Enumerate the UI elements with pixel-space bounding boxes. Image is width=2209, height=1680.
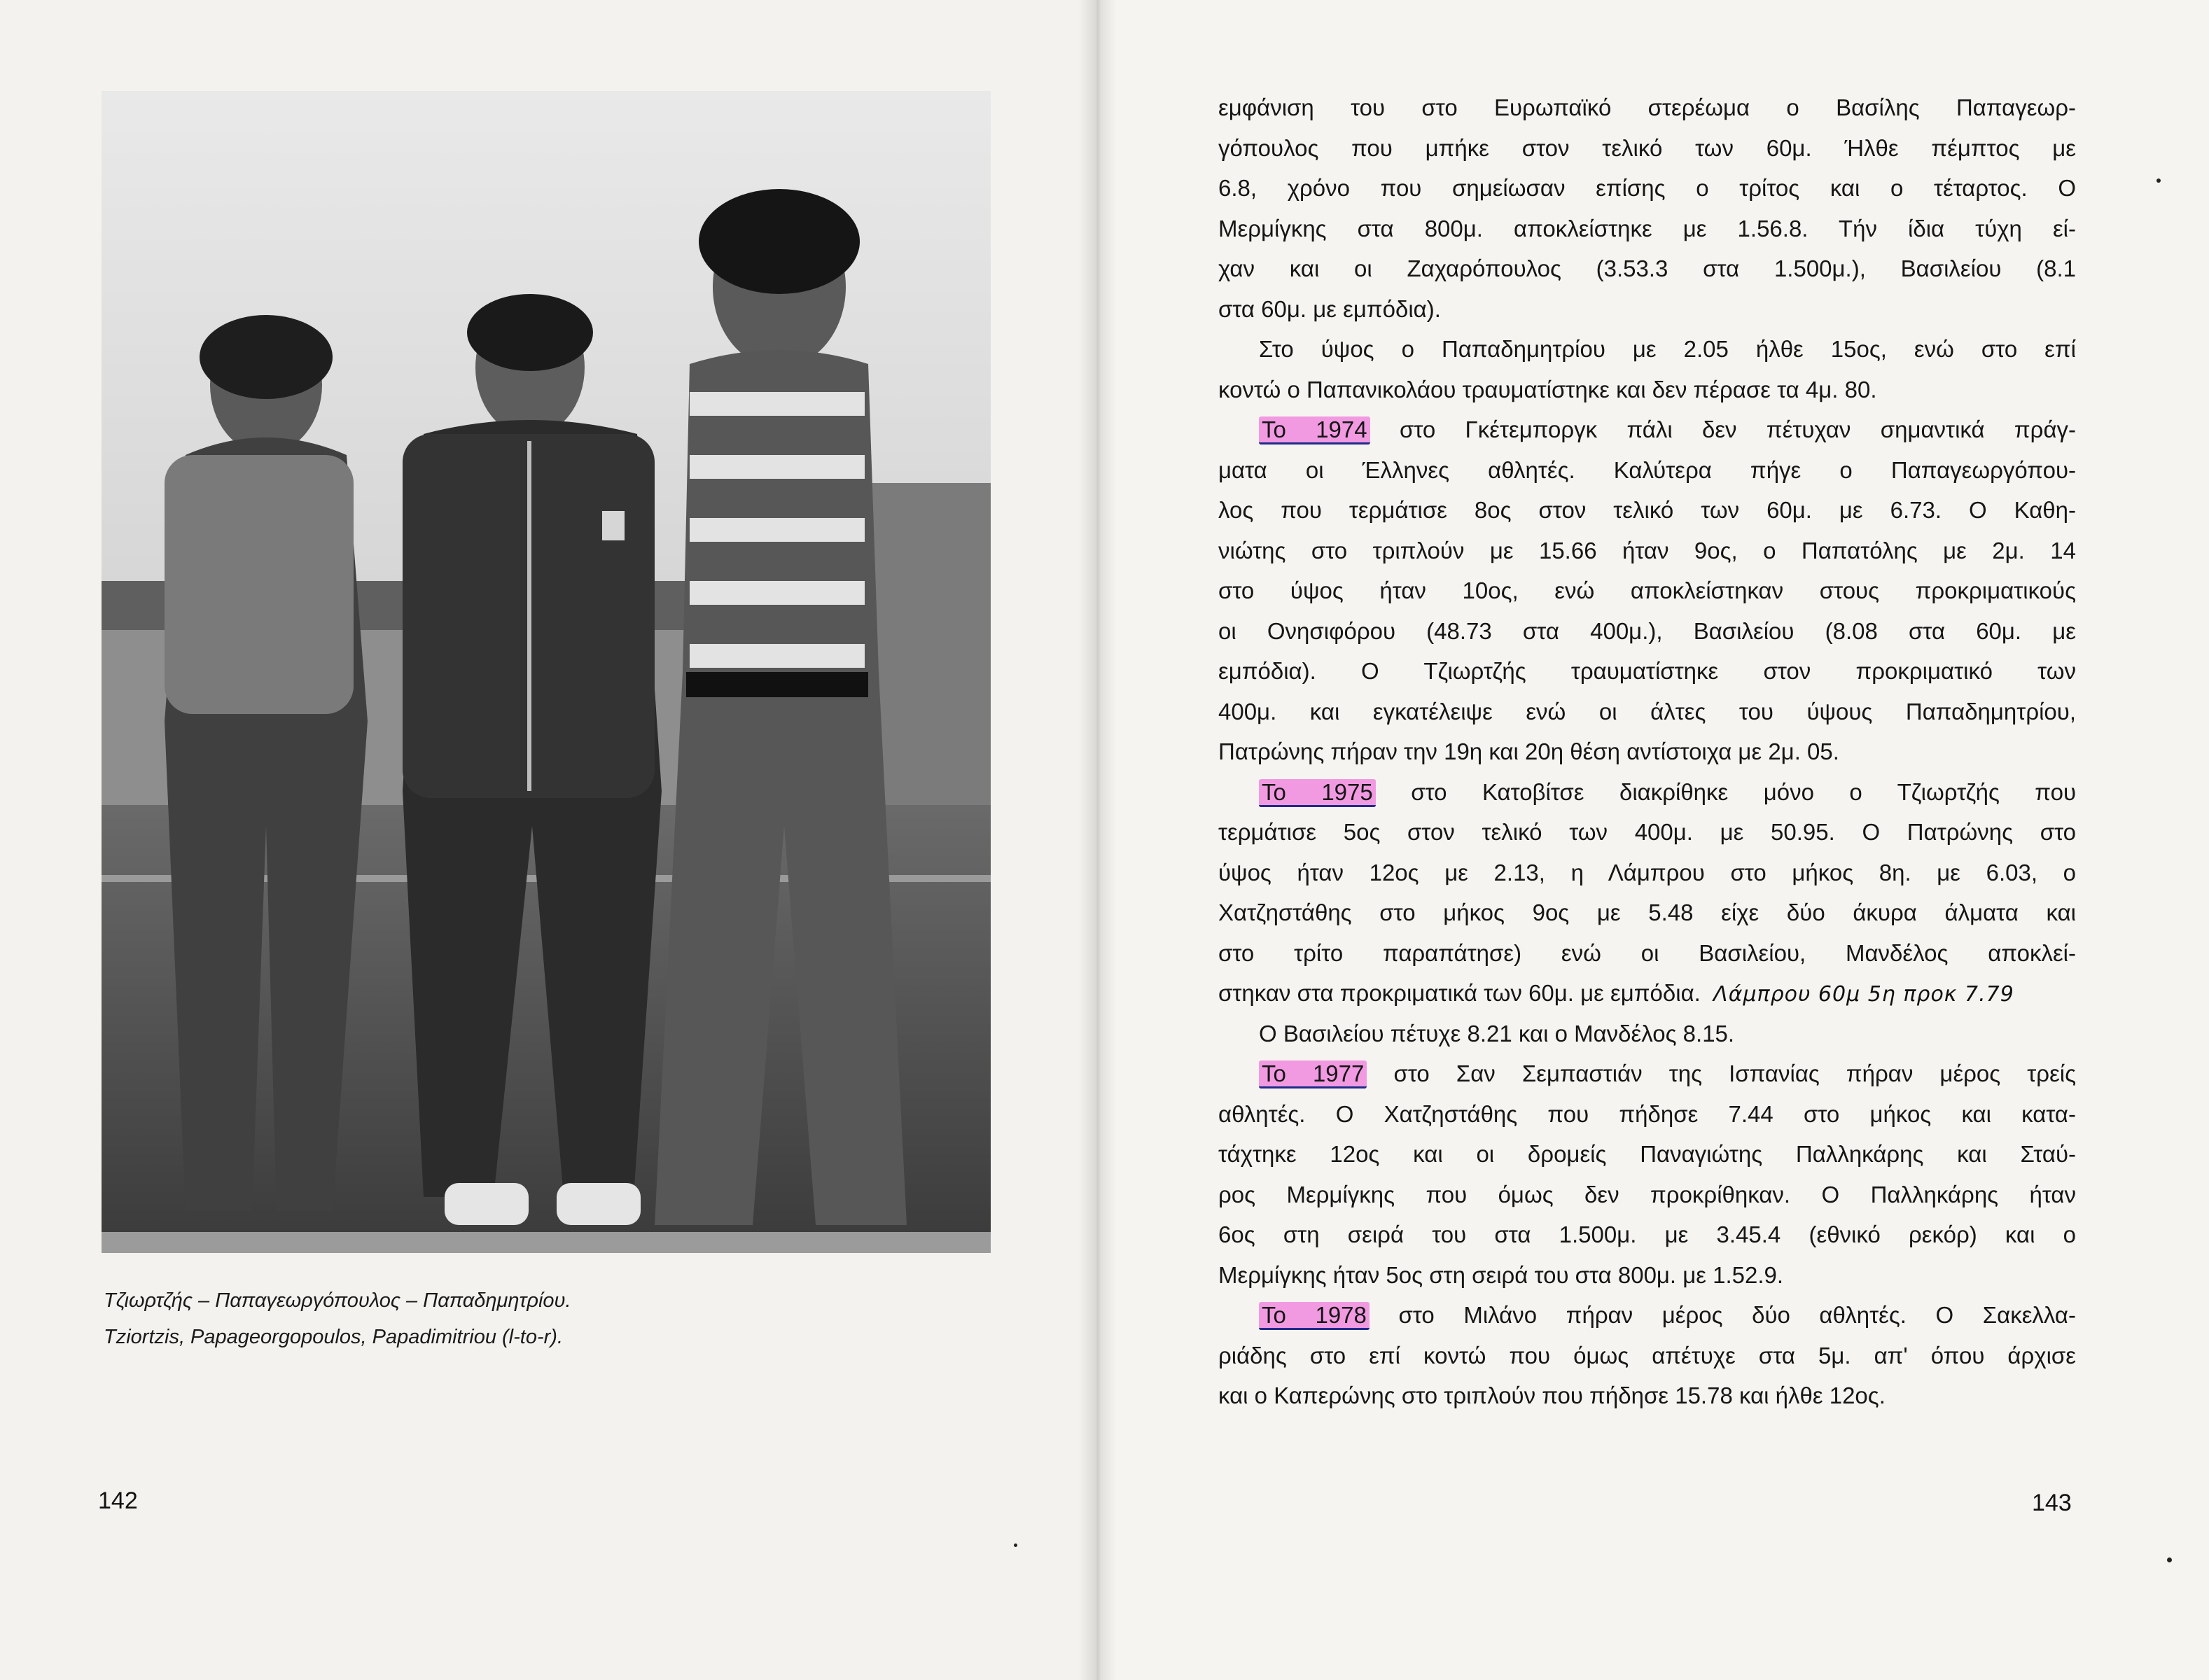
highlight-1974: Το 1974 — [1259, 416, 1370, 444]
text-line: ρος Μερμίγκης που όμως δεν προκρίθηκαν. Ο Παλληκάρης ήταν — [1218, 1181, 2076, 1208]
text-line: λος που τερμάτισε 8ος στον τελικό των 60μ. με 6.73. Ο Καθη- — [1218, 497, 2076, 523]
photo-caption — [104, 1282, 986, 1355]
text-line: 6ος στη σειρά του στα 1.500μ. με 3.45.4 (εθνικό ρεκόρ) και ο — [1218, 1222, 2076, 1247]
text-line: και ο Καπερώνης στο τριπλούν που πήδησε 15.78 και ήλθε 12ος. — [1218, 1382, 1886, 1408]
text-line: ύψος ήταν 12ος με 2.13, η Λάμπρου στο μήκος 8η. με 6.03, ο — [1218, 859, 2076, 886]
text-line: νιώτης στο τριπλούν με 15.66 ήταν 9ος, ο Παπατόλης με 2μ. 14 — [1218, 537, 2076, 564]
handwritten-note: Λάμπρου 60μ 5η προκ 7.79 — [1713, 982, 2014, 1007]
text-line: Ο Βασιλείου πέτυχε 8.21 και ο Μανδέλος 8.15. — [1259, 1020, 1735, 1046]
paragraph-5 — [1218, 1014, 2076, 1054]
paragraph-1977 — [1218, 1054, 2076, 1295]
text-line: στα 60μ. με εμπόδια). — [1218, 295, 1441, 322]
scan-speck — [2167, 1558, 2172, 1562]
text-line: Μερμίγκης στα 800μ. αποκλείστηκε με 1.56.8. Τήν ίδια τύχη εί- — [1218, 215, 2076, 241]
text-line: 400μ. και εγκατέλειψε ενώ οι άλτες του ύψους Παπαδημητρίου, — [1218, 698, 2076, 724]
paragraph-1974 — [1218, 410, 2076, 772]
page-number-left: 142 — [98, 1488, 138, 1514]
text-line — [1218, 410, 2076, 450]
text-fragment: στο Γκέτεμποργκ πάλι δεν πέτυχαν σημαντικά πράγ- — [1399, 416, 2077, 442]
text-line: τερμάτισε 5ος στον τελικό των 400μ. με 50.95. Ο Πατρώνης στο — [1218, 819, 2076, 845]
page-number-right: 143 — [2032, 1490, 2072, 1516]
athletes-photo-graphic — [102, 91, 991, 1253]
book-gutter — [1078, 0, 1117, 1680]
text-line: Πατρώνης πήραν την 19η και 20η θέση αντίστοιχα με 2μ. 05. — [1218, 738, 1839, 764]
text-fragment: στο Μιλάνο πήραν μέρος δύο αθλητές. Ο Σακελλα- — [1398, 1302, 2077, 1328]
text-line: οι Ονησιφόρου (48.73 στα 400μ.), Βασιλείου (8.08 στα 60μ. με — [1218, 617, 2076, 644]
highlight-1977: Το 1977 — [1259, 1060, 1367, 1088]
text-line: στο τρίτο παραπάτησε) ενώ οι Βασιλείου, Μανδέλος αποκλεί- — [1218, 939, 2076, 966]
text-line: Στο ύψος ο Παπαδημητρίου με 2.05 ήλθε 15ος, ενώ στο επί — [1259, 336, 2076, 362]
highlight-1975: Το 1975 — [1259, 779, 1376, 807]
caption-english: Tziortzis, Papageorgopoulos, Papadimitriou (l-to-r). — [104, 1326, 563, 1348]
text-line — [1218, 1054, 2076, 1094]
text-line: γόπουλος που μπήκε στον τελικό των 60μ. Ήλθε πέμπτος με — [1218, 134, 2076, 161]
highlight-1978: Το 1978 — [1259, 1302, 1370, 1330]
text-line — [1218, 772, 2076, 813]
text-fragment: στηκαν στα προκριματικά των 60μ. με εμπόδια. — [1218, 980, 1701, 1006]
text-line: εμπόδια). Ο Τζιωρτζής τραυματίστηκε στον προκριματικό των — [1218, 658, 2076, 684]
paragraph-1978 — [1218, 1295, 2076, 1416]
athletes-photo — [102, 91, 991, 1253]
text-line: ματα οι Έλληνες αθλητές. Καλύτερα πήγε ο Παπαγεωργόπου- — [1218, 456, 2076, 483]
text-line: τάχτηκε 12ος και οι δρομείς Παναγιώτης Παλληκάρης και Σταύ- — [1218, 1141, 2076, 1167]
text-line: χαν και οι Ζαχαρόπουλος (3.53.3 στα 1.500μ.), Βασιλείου (8.1 — [1218, 255, 2076, 281]
text-fragment: στο Σαν Σεμπαστιάν της Ισπανίας πήραν μέρος τρείς — [1393, 1060, 2077, 1086]
text-line: Μερμίγκης ήταν 5ος στη σειρά του στα 800μ. με 1.52.9. — [1218, 1261, 1784, 1288]
text-line: αθλητές. Ο Χατζηστάθης που πήδησε 7.44 στο μήκος και κατα- — [1218, 1100, 2076, 1127]
text-line: εμφάνιση του στο Ευρωπαϊκό στερέωμα ο Βασίλης Παπαγεωρ- — [1218, 94, 2076, 120]
scan-speck — [1014, 1544, 1017, 1547]
paragraph-2 — [1218, 329, 2076, 410]
paragraph-1 — [1218, 88, 2076, 329]
text-line — [1218, 973, 2076, 1014]
text-line: Χατζηστάθης στο μήκος 9ος με 5.48 είχε δύο άκυρα άλματα και — [1218, 899, 2076, 925]
caption-greek: Τζιωρτζής – Παπαγεωργόπουλος – Παπαδημητρίου. — [104, 1289, 571, 1312]
text-line: κοντώ ο Παπανικολάου τραυματίστηκε και δεν πέρασε τα 4μ. 80. — [1218, 376, 1877, 402]
text-line: στο ύψος ήταν 10ος, ενώ αποκλείστηκαν στους προκριματικούς — [1218, 578, 2076, 603]
scan-speck — [2156, 178, 2161, 183]
body-text — [1218, 88, 2076, 1416]
text-line — [1218, 1295, 2076, 1336]
paragraph-1975 — [1218, 772, 2076, 1014]
text-fragment: στο Κατοβίτσε διακρίθηκε μόνο ο Τζιωρτζής που — [1411, 778, 2077, 805]
text-line: 6.8, χρόνο που σημείωσαν επίσης ο τρίτος και ο τέταρτος. Ο — [1218, 175, 2076, 201]
text-line: ριάδης στο επί κοντώ που όμως απέτυχε στα 5μ. απ' όπου άρχισε — [1218, 1342, 2076, 1368]
